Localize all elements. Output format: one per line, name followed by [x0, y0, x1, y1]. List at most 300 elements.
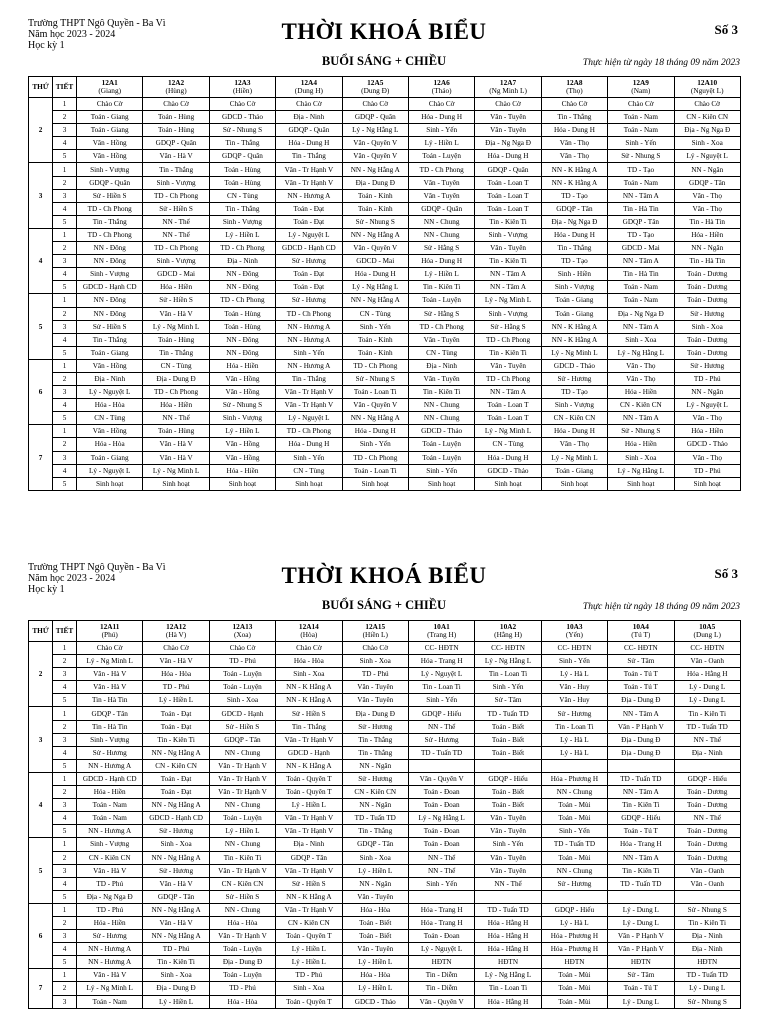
lesson-cell: Toán - Luyện: [209, 668, 275, 681]
lesson-cell: Toán - Dương: [674, 838, 740, 851]
class-name: 12A5: [367, 78, 384, 87]
period-cell: 2: [53, 372, 77, 385]
lesson-cell: GDQP - Hiếu: [408, 707, 474, 720]
lesson-cell: Hóa - Hiền: [674, 425, 740, 438]
lesson-cell: Toán - Nam: [77, 799, 143, 812]
lesson-cell: Tin - Thắng: [209, 202, 275, 215]
period-cell: 4: [53, 943, 77, 956]
lesson-cell: Toán - Biết: [475, 733, 541, 746]
lesson-cell: Tin - Loan Ti: [408, 681, 474, 694]
lesson-cell: Văn - P Hạnh V: [608, 943, 674, 956]
lesson-cell: TD - Phú: [342, 668, 408, 681]
class-name: 12A13: [232, 622, 253, 631]
period-cell: 4: [53, 812, 77, 825]
lesson-cell: Chào Cờ: [209, 642, 275, 655]
class-header: [408, 621, 474, 642]
period-cell: 2: [53, 720, 77, 733]
document-number: Số 3: [714, 22, 738, 37]
lesson-cell: Tin - Kiên Ti: [408, 386, 474, 399]
lesson-cell: Lý - Hiền L: [342, 982, 408, 995]
period-cell: 4: [53, 137, 77, 150]
lesson-cell: NN - Hương A: [276, 359, 342, 372]
lesson-cell: NN - Thể: [143, 215, 209, 228]
lesson-cell: Hóa - Hiền: [608, 386, 674, 399]
lesson-cell: Văn - Hồng: [77, 137, 143, 150]
lesson-cell: TD - Ch Phong: [342, 451, 408, 464]
lesson-cell: GDQP - Tân: [674, 176, 740, 189]
lesson-cell: Lý - Dung L: [674, 681, 740, 694]
effective-date: Thực hiện từ ngày 18 tháng 09 năm 2023: [582, 58, 740, 68]
lesson-cell: Toán - Biết: [342, 916, 408, 929]
lesson-cell: Sử - Hương: [541, 707, 607, 720]
period-cell: 5: [53, 759, 77, 772]
lesson-cell: Sinh - Yến: [342, 438, 408, 451]
lesson-cell: GDQP - Quân: [342, 111, 408, 124]
lesson-cell: NN - Ngân: [342, 759, 408, 772]
lesson-cell: TD - Ch Phong: [342, 359, 408, 372]
lesson-cell: Toán - Mùi: [541, 812, 607, 825]
lesson-cell: NN - Tâm A: [608, 320, 674, 333]
table-row: [29, 969, 741, 982]
lesson-cell: Lý - Ng Hằng L: [342, 281, 408, 294]
lesson-cell: Tin - Hà Tin: [608, 202, 674, 215]
lesson-cell: Địa - Ninh: [408, 359, 474, 372]
lesson-cell: NN - Thể: [674, 733, 740, 746]
lesson-cell: Lý - Ng Hằng L: [408, 812, 474, 825]
lesson-cell: Văn - Hồng: [209, 451, 275, 464]
lesson-cell: Văn - Tr Hạnh V: [276, 864, 342, 877]
header: [28, 562, 740, 620]
table-row: [29, 268, 741, 281]
period-header: TIẾT: [53, 77, 77, 98]
lesson-cell: Sinh - Xoa: [209, 694, 275, 707]
lesson-cell: CN - Tùng: [475, 438, 541, 451]
lesson-cell: Hóa - Phương H: [541, 943, 607, 956]
period-cell: 4: [53, 202, 77, 215]
lesson-cell: Địa - Ng Nga Đ: [475, 137, 541, 150]
lesson-cell: Văn - Hà V: [143, 438, 209, 451]
lesson-cell: Toán - Loan T: [475, 176, 541, 189]
lesson-cell: TD - Tuấn TD: [475, 707, 541, 720]
table-row: [29, 851, 741, 864]
table-row: [29, 903, 741, 916]
lesson-cell: Toán - Loan T: [475, 412, 541, 425]
lesson-cell: Văn - Tr Hạnh V: [276, 399, 342, 412]
lesson-cell: Chào Cờ: [209, 98, 275, 111]
lesson-cell: Hóa - Dung H: [475, 150, 541, 163]
lesson-cell: Văn - Hà V: [77, 681, 143, 694]
lesson-cell: Sử - Hằng S: [475, 320, 541, 333]
lesson-cell: Lý - Ng Hằng L: [342, 124, 408, 137]
lesson-cell: Văn - Hồng: [77, 425, 143, 438]
lesson-cell: Lý - Nguyệt L: [276, 228, 342, 241]
lesson-cell: Địa - Dung Đ: [608, 694, 674, 707]
period-cell: 1: [53, 772, 77, 785]
period-cell: 3: [53, 799, 77, 812]
table-row: [29, 176, 741, 189]
lesson-cell: Văn - Quyên V: [408, 995, 474, 1008]
lesson-cell: GDQP - Hiếu: [541, 903, 607, 916]
lesson-cell: Toán - Mùi: [541, 851, 607, 864]
lesson-cell: Sử - Nhung S: [608, 425, 674, 438]
header-row: [29, 621, 741, 642]
homeroom-teacher: (Dung H): [294, 86, 323, 95]
lesson-cell: Sinh - Yến: [475, 681, 541, 694]
lesson-cell: GDCD - Thảo: [342, 995, 408, 1008]
lesson-cell: NN - Ng Hằng A: [342, 163, 408, 176]
lesson-cell: Lý - Hiền L: [209, 825, 275, 838]
term-text: Học kỳ 1: [28, 584, 65, 595]
lesson-cell: Toán - Đạt: [276, 281, 342, 294]
lesson-cell: Tin - Hà Tin: [77, 720, 143, 733]
lesson-cell: TD - Ch Phong: [475, 333, 541, 346]
lesson-cell: NN - Thể: [408, 720, 474, 733]
lesson-cell: Lý - Ng Minh L: [77, 655, 143, 668]
lesson-cell: NN - K Hằng A: [541, 176, 607, 189]
lesson-cell: GDQP - Tân: [541, 202, 607, 215]
class-header: [209, 621, 275, 642]
lesson-cell: Sinh - Xoa: [674, 137, 740, 150]
homeroom-teacher: (Giang): [98, 86, 122, 95]
lesson-cell: Sinh - Xoa: [342, 655, 408, 668]
lesson-cell: Hóa - Hòa: [77, 438, 143, 451]
lesson-cell: Sử - Tâm: [475, 694, 541, 707]
table-row: [29, 137, 741, 150]
lesson-cell: GDCD - Thảo: [674, 438, 740, 451]
homeroom-teacher: (Phú): [101, 630, 118, 639]
lesson-cell: Văn - Thọ: [674, 451, 740, 464]
lesson-cell: Sử - Hương: [342, 772, 408, 785]
lesson-cell: Sinh - Yến: [408, 694, 474, 707]
day-cell: 6: [29, 359, 53, 424]
table-row: [29, 890, 741, 903]
lesson-cell: Lý - Hiền L: [276, 943, 342, 956]
lesson-cell: Văn - Tr Hạnh V: [276, 176, 342, 189]
lesson-cell: GDCD - Hạnh CD: [77, 281, 143, 294]
lesson-cell: Địa - Ninh: [276, 111, 342, 124]
lesson-cell: HĐTN: [674, 956, 740, 969]
lesson-cell: Văn - Hà V: [143, 916, 209, 929]
lesson-cell: Tin - Thắng: [143, 163, 209, 176]
lesson-cell: [408, 759, 474, 772]
lesson-cell: Chào Cờ: [143, 98, 209, 111]
lesson-cell: Tin - Thắng: [276, 150, 342, 163]
lesson-cell: Văn - Tr Hạnh V: [209, 930, 275, 943]
lesson-cell: TD - Tạo: [541, 255, 607, 268]
lesson-cell: Sử - Hương: [342, 720, 408, 733]
table-row: [29, 655, 741, 668]
class-header: [408, 77, 474, 98]
lesson-cell: Tin - Loan Ti: [475, 982, 541, 995]
lesson-cell: Toán - Nam: [77, 812, 143, 825]
class-header: [674, 77, 740, 98]
document-number: Số 3: [714, 566, 738, 581]
lesson-cell: GDQP - Hiếu: [475, 772, 541, 785]
document-title: THỜI KHOÁ BIỂU: [281, 563, 487, 588]
lesson-cell: Sinh hoạt: [408, 477, 474, 490]
lesson-cell: Toán - Hùng: [209, 163, 275, 176]
lesson-cell: GDCD - Thảo: [209, 111, 275, 124]
lesson-cell: NN - K Hằng A: [541, 333, 607, 346]
class-name: 12A12: [166, 622, 187, 631]
lesson-cell: Văn - Quyên V: [342, 242, 408, 255]
lesson-cell: Hóa - Trang H: [408, 655, 474, 668]
lesson-cell: Hóa - Dung H: [541, 228, 607, 241]
lesson-cell: Hóa - Dung H: [408, 255, 474, 268]
lesson-cell: Toán - Luyện: [209, 969, 275, 982]
lesson-cell: NN - Hương A: [77, 825, 143, 838]
lesson-cell: TD - Tạo: [608, 163, 674, 176]
lesson-cell: Toán - Hùng: [143, 333, 209, 346]
table-row: [29, 320, 741, 333]
lesson-cell: Hóa - Dung H: [342, 425, 408, 438]
lesson-cell: CC- HĐTN: [541, 642, 607, 655]
lesson-cell: Toán - Đoan: [408, 786, 474, 799]
table-row: [29, 150, 741, 163]
lesson-cell: CN - Kiên CN: [608, 399, 674, 412]
table-row: [29, 281, 741, 294]
class-name: 10A1: [433, 622, 450, 631]
lesson-cell: Lý - Nguyệt L: [77, 386, 143, 399]
table-row: [29, 215, 741, 228]
period-cell: 3: [53, 255, 77, 268]
lesson-cell: GDCD - Hạnh CD: [77, 772, 143, 785]
lesson-cell: Văn - Tuyên: [475, 124, 541, 137]
lesson-cell: Hóa - Hiền: [674, 228, 740, 241]
timetable-sheet-1: [28, 18, 740, 491]
lesson-cell: Toán - Luyện: [209, 681, 275, 694]
lesson-cell: GDQP - Tân: [77, 707, 143, 720]
lesson-cell: TD - Tuấn TD: [475, 903, 541, 916]
lesson-cell: Lý - Ng Minh L: [143, 320, 209, 333]
lesson-cell: Sử - Hương: [276, 294, 342, 307]
class-name: 12A10: [697, 78, 718, 87]
lesson-cell: Văn - Tuyên: [475, 359, 541, 372]
lesson-cell: Tin - Kiên Ti: [608, 864, 674, 877]
lesson-cell: TD - Ch Phong: [143, 242, 209, 255]
lesson-cell: Toán - Nam: [77, 995, 143, 1008]
lesson-cell: NN - Chung: [209, 799, 275, 812]
lesson-cell: Toán - Luyện: [209, 812, 275, 825]
lesson-cell: Văn - Oanh: [674, 877, 740, 890]
lesson-cell: Tin - Kiên Ti: [408, 281, 474, 294]
table-row: [29, 694, 741, 707]
lesson-cell: Sinh - Vượng: [143, 176, 209, 189]
lesson-cell: Toán - Giang: [541, 307, 607, 320]
lesson-cell: Sinh hoạt: [77, 477, 143, 490]
homeroom-teacher: (Ng Minh L): [489, 86, 527, 95]
lesson-cell: Văn - Tuyên: [408, 372, 474, 385]
table-row: [29, 307, 741, 320]
lesson-cell: Hóa - Dung H: [342, 268, 408, 281]
table-row: [29, 956, 741, 969]
lesson-cell: Sinh - Vượng: [77, 838, 143, 851]
lesson-cell: GDQP - Tân: [608, 215, 674, 228]
lesson-cell: Văn - Huy: [541, 694, 607, 707]
lesson-cell: Văn - Hồng: [77, 359, 143, 372]
lesson-cell: TD - Ch Phong: [143, 386, 209, 399]
lesson-cell: Địa - Ng Nga Đ: [674, 124, 740, 137]
lesson-cell: Địa - Dung Đ: [342, 707, 408, 720]
lesson-cell: NN - Hương A: [77, 943, 143, 956]
table-row: [29, 864, 741, 877]
lesson-cell: Sinh hoạt: [276, 477, 342, 490]
class-name: 10A4: [632, 622, 649, 631]
lesson-cell: Địa - Dung Đ: [143, 982, 209, 995]
lesson-cell: NN - Chung: [408, 399, 474, 412]
lesson-cell: Văn - P Hạnh V: [608, 720, 674, 733]
table-row: [29, 812, 741, 825]
lesson-cell: Địa - Dung Đ: [209, 956, 275, 969]
lesson-cell: CN - Tùng: [408, 346, 474, 359]
table-row: [29, 438, 741, 451]
lesson-cell: Chào Cờ: [342, 98, 408, 111]
lesson-cell: NN - Đông: [77, 255, 143, 268]
lesson-cell: Toán - Dương: [674, 851, 740, 864]
lesson-cell: Địa - Ninh: [77, 372, 143, 385]
day-cell: 3: [29, 707, 53, 772]
period-cell: 2: [53, 982, 77, 995]
lesson-cell: Văn - Tr Hạnh V: [209, 864, 275, 877]
lesson-cell: Lý - Nguyệt L: [674, 150, 740, 163]
lesson-cell: NN - Chung: [541, 864, 607, 877]
lesson-cell: NN - Tâm A: [608, 255, 674, 268]
lesson-cell: Toán - Đoan: [408, 825, 474, 838]
lesson-cell: Văn - Tuyên: [475, 111, 541, 124]
table-row: [29, 772, 741, 785]
lesson-cell: Toán - Hùng: [143, 425, 209, 438]
lesson-cell: Lý - Hiền L: [209, 228, 275, 241]
lesson-cell: Hóa - Hòa: [276, 655, 342, 668]
lesson-cell: Lý - Ng Hằng L: [608, 464, 674, 477]
lesson-cell: Toán - Dương: [674, 268, 740, 281]
lesson-cell: Toán - Giang: [77, 111, 143, 124]
lesson-cell: Toán - Giang: [77, 451, 143, 464]
homeroom-teacher: (Trang H): [427, 630, 457, 639]
lesson-cell: NN - Đông: [209, 281, 275, 294]
lesson-cell: NN - K Hằng A: [276, 694, 342, 707]
lesson-cell: NN - Ng Hằng A: [342, 412, 408, 425]
lesson-cell: NN - Chung: [408, 215, 474, 228]
lesson-cell: GDCD - Hạnh CD: [276, 242, 342, 255]
table-row: [29, 111, 741, 124]
lesson-cell: Hóa - Hằng H: [475, 943, 541, 956]
lesson-cell: NN - Ngân: [674, 242, 740, 255]
table-row: [29, 255, 741, 268]
day-cell: 7: [29, 969, 53, 1008]
period-cell: 2: [53, 916, 77, 929]
lesson-cell: TD - Phú: [143, 943, 209, 956]
lesson-cell: NN - Tâm A: [475, 386, 541, 399]
lesson-cell: Lý - Hiền L: [342, 956, 408, 969]
lesson-cell: Tin - Thắng: [143, 346, 209, 359]
lesson-cell: Sử - Nhung S: [674, 995, 740, 1008]
lesson-cell: CN - Kiên CN: [143, 759, 209, 772]
lesson-cell: CN - Kiên CN: [209, 877, 275, 890]
lesson-cell: NN - Tâm A: [608, 851, 674, 864]
lesson-cell: Hóa - Dung H: [276, 137, 342, 150]
day-cell: 4: [29, 228, 53, 293]
lesson-cell: Sử - Hương: [408, 733, 474, 746]
lesson-cell: TD - Ch Phong: [143, 189, 209, 202]
lesson-cell: Văn - Tuyên: [475, 825, 541, 838]
lesson-cell: Sinh - Yến: [408, 124, 474, 137]
class-name: 10A2: [499, 622, 517, 631]
lesson-cell: Lý - Dung L: [674, 982, 740, 995]
lesson-cell: Toán - Quyên T: [276, 772, 342, 785]
lesson-cell: Hóa - Dung H: [541, 425, 607, 438]
lesson-cell: TD - Tuấn TD: [674, 720, 740, 733]
table-row: [29, 359, 741, 372]
period-cell: 1: [53, 425, 77, 438]
lesson-cell: HĐTN: [475, 956, 541, 969]
lesson-cell: Văn - Thọ: [608, 359, 674, 372]
period-cell: 5: [53, 346, 77, 359]
lesson-cell: Hóa - Hòa: [209, 995, 275, 1008]
lesson-cell: TD - Ch Phong: [209, 242, 275, 255]
period-cell: 2: [53, 851, 77, 864]
lesson-cell: NN - Hương A: [276, 189, 342, 202]
lesson-cell: Toán - Dương: [674, 825, 740, 838]
lesson-cell: Văn - Tr Hạnh V: [276, 825, 342, 838]
lesson-cell: CN - Tùng: [77, 412, 143, 425]
lesson-cell: Văn - Tuyên: [475, 812, 541, 825]
lesson-cell: TD - Phú: [674, 372, 740, 385]
class-header: [77, 77, 143, 98]
lesson-cell: Toán - Nam: [608, 281, 674, 294]
lesson-cell: Toán - Biết: [475, 720, 541, 733]
lesson-cell: Tin - Hà Tin: [77, 694, 143, 707]
lesson-cell: Tin - Kiên Ti: [475, 255, 541, 268]
lesson-cell: Văn - Hồng: [209, 438, 275, 451]
lesson-cell: Toán - Luyện: [408, 150, 474, 163]
lesson-cell: Lý - Ng Minh L: [475, 294, 541, 307]
day-cell: 2: [29, 642, 53, 707]
lesson-cell: TD - Phú: [209, 982, 275, 995]
lesson-cell: GDCD - Thảo: [541, 359, 607, 372]
lesson-cell: Văn - Hà V: [77, 668, 143, 681]
lesson-cell: Lý - Ng Minh L: [475, 425, 541, 438]
period-cell: 3: [53, 930, 77, 943]
lesson-cell: GDQP - Tân: [276, 851, 342, 864]
homeroom-teacher: (Thảo): [431, 86, 452, 95]
lesson-cell: Hóa - Trang H: [408, 903, 474, 916]
lesson-cell: TD - Phú: [209, 655, 275, 668]
lesson-cell: CC- HĐTN: [674, 642, 740, 655]
lesson-cell: Sinh - Xoa: [674, 320, 740, 333]
lesson-cell: NN - Tâm A: [608, 189, 674, 202]
lesson-cell: TD - Phú: [77, 903, 143, 916]
day-cell: 5: [29, 294, 53, 359]
table-row: [29, 333, 741, 346]
class-name: 12A6: [433, 78, 450, 87]
lesson-cell: Sử - Hằng S: [408, 307, 474, 320]
lesson-cell: Toán - Kính: [342, 333, 408, 346]
period-cell: 5: [53, 412, 77, 425]
day-cell: 7: [29, 425, 53, 490]
document-title: THỜI KHOÁ BIỂU: [281, 19, 487, 44]
lesson-cell: Toán - Dương: [674, 346, 740, 359]
lesson-cell: Văn - Tuyên: [408, 176, 474, 189]
lesson-cell: Toán - Biết: [342, 930, 408, 943]
lesson-cell: Toán - Nam: [608, 124, 674, 137]
period-cell: 2: [53, 655, 77, 668]
lesson-cell: CN - Tùng: [209, 189, 275, 202]
lesson-cell: Tin - Thắng: [77, 215, 143, 228]
lesson-cell: Tin - Thắng: [342, 825, 408, 838]
lesson-cell: Văn - Tuyên: [342, 694, 408, 707]
lesson-cell: Lý - Ng Hằng L: [475, 655, 541, 668]
